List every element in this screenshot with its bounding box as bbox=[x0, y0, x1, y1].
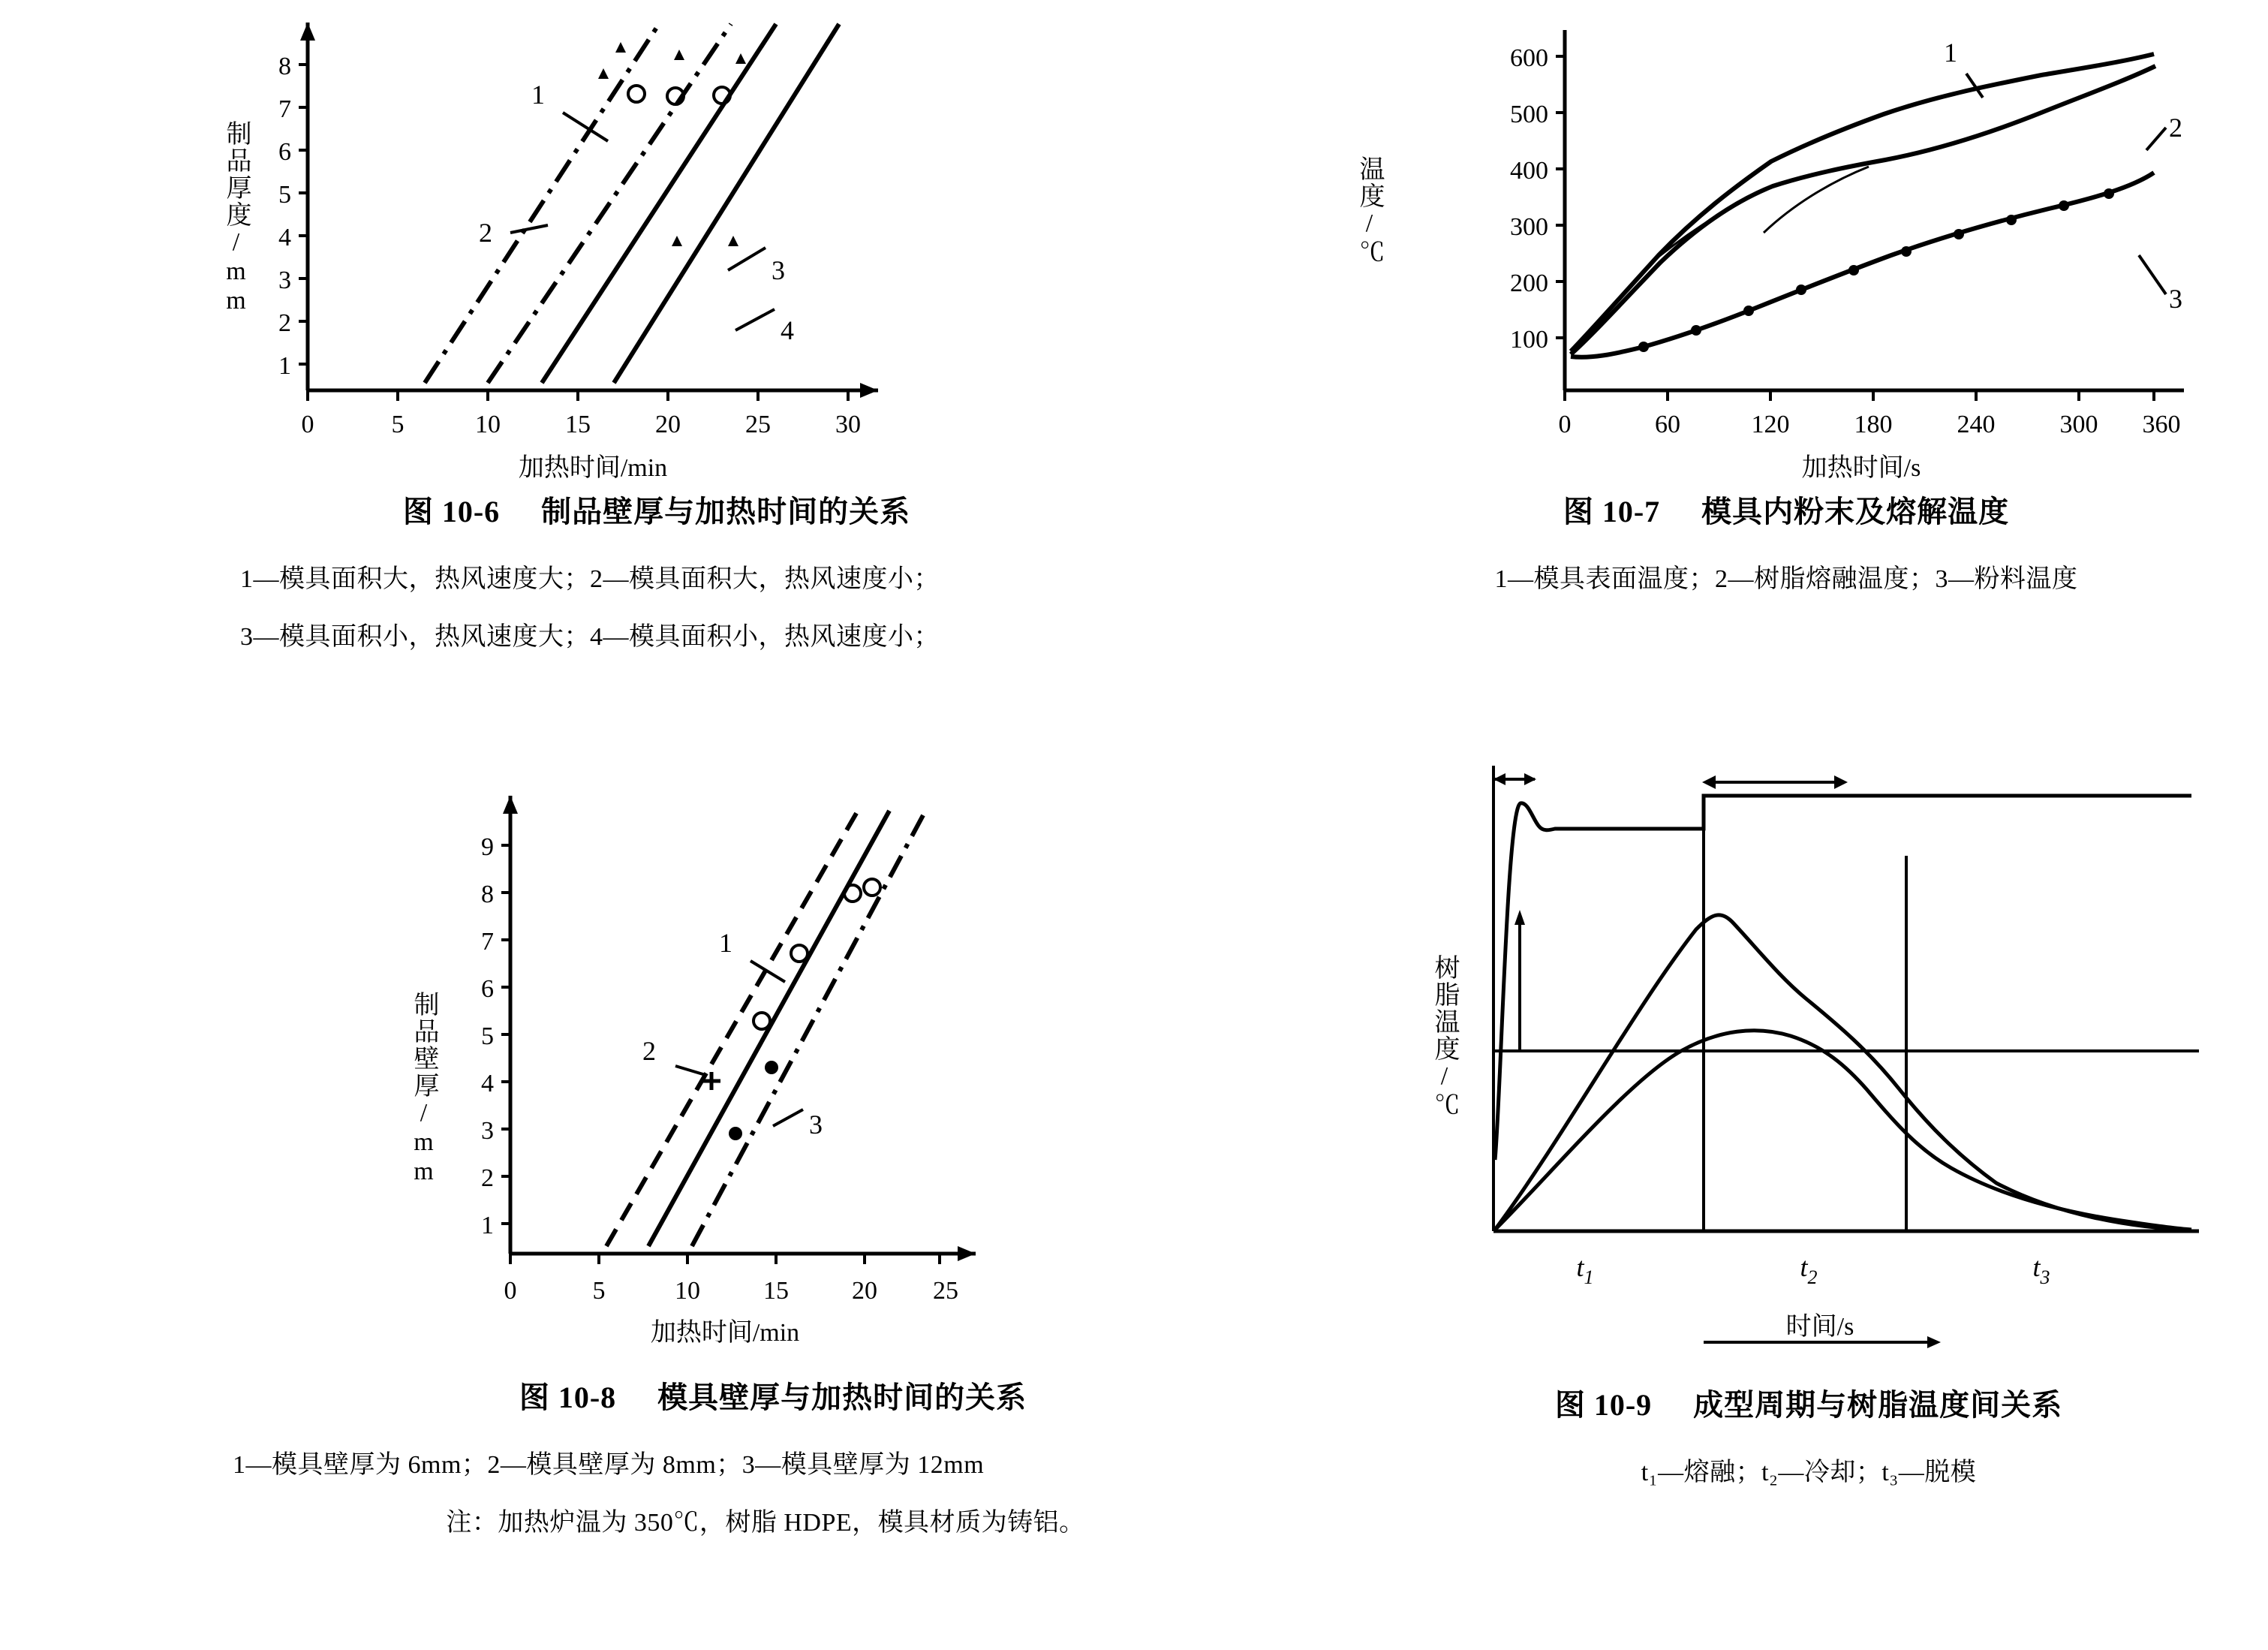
chart-10-6-svg bbox=[210, 8, 1081, 482]
ytick-label: 100 bbox=[1510, 326, 1548, 354]
ytick-label: 6 bbox=[481, 975, 494, 1003]
chart-10-8-svg bbox=[225, 773, 1306, 1347]
ytick-label: 5 bbox=[481, 1022, 494, 1050]
series-1-label: 1 bbox=[1944, 38, 1957, 68]
chart-10-8-xlabel: 加热时间/min bbox=[650, 1319, 800, 1347]
series-2-label: 2 bbox=[2169, 113, 2182, 143]
xtick-label: 25 bbox=[933, 1277, 958, 1305]
ytick-label: 4 bbox=[481, 1070, 494, 1097]
ytick-label: 500 bbox=[1510, 101, 1548, 128]
series-2-label: 2 bbox=[642, 1036, 656, 1066]
ytick-label: 300 bbox=[1510, 213, 1548, 241]
xtick-label: 15 bbox=[763, 1277, 789, 1305]
xtick-label: 20 bbox=[655, 411, 681, 438]
xtick-label: 20 bbox=[852, 1277, 877, 1305]
ytick-label: 1 bbox=[481, 1212, 494, 1239]
figure-10-7-legend-1: 1—模具表面温度；2—树脂熔融温度；3—粉料温度 bbox=[1494, 565, 2078, 593]
series-3-label: 3 bbox=[2169, 284, 2182, 314]
figure-10-9-caption bbox=[1381, 1381, 2236, 1424]
ytick-label: 2 bbox=[278, 309, 291, 337]
phase-label-t2: $t_2$ bbox=[1800, 1252, 1818, 1288]
figure-10-9-legend-1: t₁—熔融；t₂—冷却；t₃—脱模 bbox=[1641, 1459, 1977, 1486]
phase-label-t1: $t_1$ bbox=[1576, 1252, 1594, 1288]
ytick-label: 3 bbox=[278, 266, 291, 294]
series-4-line bbox=[614, 24, 839, 383]
ytick-label: 2 bbox=[481, 1164, 494, 1192]
resin-temperature-curve-b bbox=[1495, 1031, 2191, 1230]
xtick-label: 60 bbox=[1655, 411, 1680, 438]
ytick-label: 8 bbox=[278, 53, 291, 80]
chart-10-7-xlabel: 加热时间/s bbox=[1801, 454, 1921, 482]
figure-10-6-caption bbox=[210, 488, 1081, 531]
figure-10-6-number: 图 10-6 bbox=[402, 495, 501, 528]
series-1-label: 1 bbox=[531, 80, 545, 110]
figure-10-6-legend-1: 1—模具面积大，热风速度大；2—模具面积大，热风速度小； bbox=[240, 565, 940, 593]
xtick-label: 120 bbox=[1751, 411, 1790, 438]
figure-10-8-legend-1: 1—模具壁厚为 6mm；2—模具壁厚为 8mm；3—模具壁厚为 12mm bbox=[233, 1451, 985, 1479]
xtick-label: 5 bbox=[592, 1277, 606, 1305]
figure-10-7-number: 图 10-7 bbox=[1563, 495, 1661, 528]
ytick-label: 3 bbox=[481, 1117, 494, 1145]
xtick-label: 360 bbox=[2142, 411, 2181, 438]
series-2-line bbox=[488, 24, 731, 383]
xtick-label: 180 bbox=[1854, 411, 1893, 438]
chart-10-6-xlabel: 加热时间/min bbox=[518, 454, 668, 482]
ytick-label: 4 bbox=[278, 224, 291, 251]
chart-10-6 bbox=[210, 8, 1081, 482]
xtick-label: 30 bbox=[835, 411, 861, 438]
chart-10-7 bbox=[1343, 8, 2229, 482]
figure-10-8-number: 图 10-8 bbox=[519, 1381, 617, 1414]
xtick-label: 0 bbox=[504, 1277, 517, 1305]
chart-10-7-ylabel: 温度/℃ bbox=[1355, 155, 1383, 266]
xtick-label: 15 bbox=[565, 411, 591, 438]
chart-10-8 bbox=[225, 773, 1306, 1347]
series-1-line bbox=[606, 811, 858, 1246]
chart-10-9-svg bbox=[1381, 751, 2236, 1366]
series-4-label: 4 bbox=[781, 315, 794, 345]
chart-10-7-svg bbox=[1343, 8, 2229, 482]
xtick-label: 0 bbox=[301, 411, 314, 438]
resin-temperature-curve-a bbox=[1495, 915, 2191, 1230]
series-3-label: 3 bbox=[772, 255, 785, 285]
xtick-label: 240 bbox=[1957, 411, 1996, 438]
chart-10-9-ylabel: 树脂温度/℃ bbox=[1430, 953, 1458, 1119]
ytick-label: 400 bbox=[1510, 157, 1548, 185]
series-3-line bbox=[692, 815, 923, 1246]
mold-temperature-curve bbox=[1495, 796, 2191, 1160]
ytick-label: 5 bbox=[278, 181, 291, 209]
figure-10-8-title: 模具壁厚与加热时间的关系 bbox=[657, 1381, 1027, 1414]
ytick-label: 1 bbox=[278, 352, 291, 380]
figure-10-7-title: 模具内粉末及熔解温度 bbox=[1701, 495, 2010, 528]
series-3-label: 3 bbox=[809, 1110, 823, 1140]
figure-10-7 bbox=[1343, 8, 2229, 595]
xtick-label: 300 bbox=[2059, 411, 2098, 438]
figure-10-9-title: 成型周期与树脂温度间关系 bbox=[1693, 1388, 2063, 1422]
figure-10-6 bbox=[210, 8, 1081, 652]
figure-10-8-legend-2: 注：加热炉温为 350℃，树脂 HDPE，模具材质为铸铝。 bbox=[446, 1509, 1085, 1537]
figure-10-8-caption bbox=[225, 1374, 1306, 1417]
ytick-label: 200 bbox=[1510, 269, 1548, 297]
ytick-label: 6 bbox=[278, 138, 291, 166]
phase-label-t3: $t_3$ bbox=[2032, 1252, 2050, 1288]
chart-10-9-xlabel: 时间/s bbox=[1785, 1313, 1854, 1341]
figure-10-9-number: 图 10-9 bbox=[1554, 1388, 1653, 1422]
chart-10-9 bbox=[1381, 751, 2236, 1366]
xtick-label: 5 bbox=[391, 411, 405, 438]
figure-10-6-legend-2: 3—模具面积小，热风速度大；4—模具面积小，热风速度小； bbox=[240, 623, 940, 651]
series-2-label: 2 bbox=[479, 218, 492, 248]
figure-10-7-caption bbox=[1343, 488, 2229, 531]
chart-10-8-ylabel: 制品壁厚/mm bbox=[410, 990, 438, 1187]
series-1-line bbox=[425, 24, 659, 383]
ytick-label: 7 bbox=[481, 928, 494, 956]
ytick-label: 8 bbox=[481, 881, 494, 908]
series-1-label: 1 bbox=[719, 928, 732, 958]
ytick-label: 600 bbox=[1510, 44, 1548, 72]
ytick-label: 7 bbox=[278, 95, 291, 123]
chart-10-6-ylabel: 制品厚度/mm bbox=[222, 119, 250, 316]
xtick-label: 25 bbox=[745, 411, 771, 438]
ytick-label: 9 bbox=[481, 833, 494, 861]
figure-10-6-title: 制品壁厚与加热时间的关系 bbox=[541, 495, 911, 528]
figure-10-9 bbox=[1381, 751, 2236, 1488]
xtick-label: 0 bbox=[1558, 411, 1572, 438]
series-2-line bbox=[648, 811, 889, 1246]
xtick-label: 10 bbox=[475, 411, 501, 438]
xtick-label: 10 bbox=[675, 1277, 700, 1305]
series-2-curve bbox=[1571, 66, 2155, 354]
figure-10-8 bbox=[225, 773, 1306, 1538]
